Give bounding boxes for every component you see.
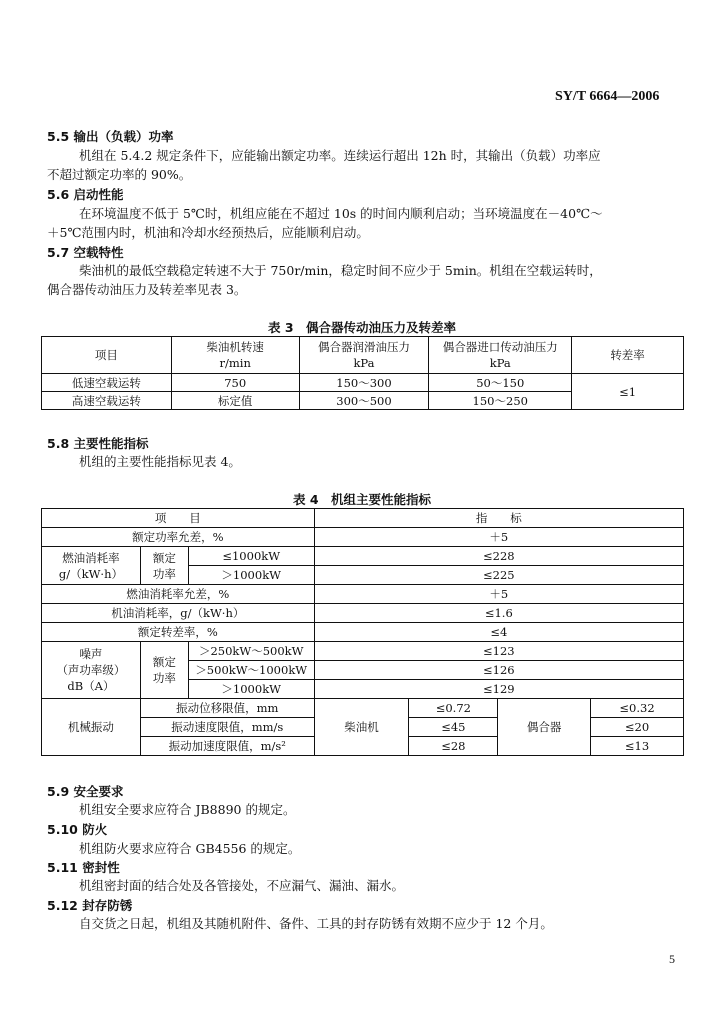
- table-4-noise-label: [42, 642, 141, 699]
- table-4-coupler-label: 偶合器: [498, 699, 591, 756]
- table-4-cell-value: ≤126: [314, 661, 683, 680]
- table-4-diesel-label: 柴油机: [314, 699, 409, 756]
- document-code: SY/T 6664—2006: [555, 89, 660, 104]
- table-4-cell-condition: ＞1000kW: [188, 680, 314, 699]
- table-4-header-index: 指 标: [314, 509, 683, 528]
- table-3-header-speed: [171, 337, 299, 374]
- table-4-cell-value: ≤45: [409, 718, 498, 737]
- table-4-cell-value: ＋5: [314, 528, 683, 547]
- table-row: [42, 374, 684, 392]
- table-row: [42, 547, 684, 566]
- section-5-5-para-line1: 机组在 5.4.2 规定条件下，应能输出额定功率。连续运行超出 12h 时，其输出（负载）功率应: [79, 148, 601, 163]
- section-5-12-title: 5.12 封存防锈: [47, 898, 133, 913]
- table-3-header-inlet: [429, 337, 572, 374]
- table-4-vibration-label: 机械振动: [42, 699, 141, 756]
- table-4-cell-condition: ＞1000kW: [188, 566, 314, 585]
- table-row: [42, 604, 684, 623]
- table-4-rated-power-line2: 功率: [152, 671, 176, 685]
- section-5-11-title: 5.11 密封性: [47, 860, 120, 875]
- table-4-cell-condition: 振动速度限值，mm/s: [140, 718, 314, 737]
- table-3-caption: 表 3 偶合器传动油压力及转差率: [267, 320, 457, 335]
- section-5-6-title: 5.6 启动性能: [47, 187, 124, 202]
- page-number: 5: [669, 952, 675, 966]
- section-5-7-para-line2: 偶合器传动油压力及转差率见表 3。: [47, 282, 247, 297]
- table-4-cell-label: 额定功率允差，%: [42, 528, 315, 547]
- section-5-6-para-line2: ＋5℃范围内时，机油和冷却水经预热后，应能顺利启动。: [47, 225, 369, 240]
- table-4-cell-value: ＋5: [314, 585, 683, 604]
- table-4-rated-power-line1: 额定: [152, 550, 176, 565]
- table-4-cell-condition: 振动加速度限值，m/s²: [140, 737, 314, 756]
- table-4-cell-value: ≤20: [591, 718, 684, 737]
- table-4-header-item: 项 目: [42, 509, 315, 528]
- table-4-cell-value: ≤129: [314, 680, 683, 699]
- table-4-cell-value: ≤0.72: [409, 699, 498, 718]
- table-3-cell-lube: 300～500: [299, 392, 429, 410]
- table-row: [42, 585, 684, 604]
- section-5-10-title: 5.10 防火: [47, 822, 108, 837]
- table-4-cell-label: 额定转差率，%: [42, 623, 315, 642]
- table-3-header-speed-unit: r/min: [219, 356, 251, 370]
- table-4-cell-value: ≤228: [314, 547, 683, 566]
- table-3-cell-slip: ≤1: [572, 374, 684, 410]
- table-4-cell-condition: ≤1000kW: [188, 547, 314, 566]
- table-4-cell-condition: ＞250kW～500kW: [188, 642, 314, 661]
- table-4-noise-label-line1: 噪声: [79, 647, 103, 661]
- table-row: [42, 623, 684, 642]
- table-4-cell-label: 机油消耗率，g/（kW·h）: [42, 604, 315, 623]
- table-4-cell-value: ≤13: [591, 737, 684, 756]
- section-5-7-title: 5.7 空载特性: [47, 245, 124, 260]
- section-5-8-para-line1: 机组的主要性能指标见表 4。: [79, 454, 241, 469]
- section-5-7-para-line1: 柴油机的最低空载稳定转速不大于 750r/min，稳定时间不应少于 5min。机组在空载运转时，: [79, 263, 602, 278]
- table-4-fuel-label-line2: g/（kW·h）: [58, 566, 123, 581]
- section-5-5-title: 5.5 输出（负载）功率: [47, 129, 174, 144]
- table-4-caption: 表 4 机组主要性能指标: [292, 492, 432, 507]
- table-3-header-lube-unit: kPa: [353, 356, 375, 370]
- table-4-cell-value: ≤225: [314, 566, 683, 585]
- table-4-cell-value: ≤123: [314, 642, 683, 661]
- table-3: [41, 336, 684, 410]
- table-4-rated-power-line1: 额定: [152, 655, 176, 669]
- table-4-noise-label-line3: dB（A）: [67, 679, 115, 693]
- table-3-header-speed-label: 柴油机转速: [206, 340, 264, 354]
- table-4-cell-value: ≤1.6: [314, 604, 683, 623]
- table-3-header-inlet-unit: kPa: [489, 356, 511, 370]
- table-4: [41, 508, 684, 756]
- table-4-rated-power: [140, 642, 188, 699]
- section-5-8-title: 5.8 主要性能指标: [47, 436, 149, 451]
- section-5-5-para-line2: 不超过额定功率的 90%。: [47, 167, 192, 182]
- table-3-cell-item: 低速空载运转: [42, 374, 172, 392]
- section-5-9-title: 5.9 安全要求: [47, 784, 124, 799]
- section-5-12-para-line1: 自交货之日起，机组及其随机附件、备件、工具的封存防锈有效期不应少于 12 个月。: [79, 916, 553, 931]
- table-4-fuel-label-line1: 燃油消耗率: [62, 550, 120, 565]
- table-row: [42, 528, 684, 547]
- table-4-cell-label: 燃油消耗率允差，%: [42, 585, 315, 604]
- table-3-cell-lube: 150～300: [299, 374, 429, 392]
- table-4-cell-value: ≤4: [314, 623, 683, 642]
- table-row: [42, 699, 684, 718]
- table-3-header-lube-label: 偶合器润滑油压力: [317, 340, 410, 354]
- table-3-header-slip: 转差率: [572, 337, 684, 374]
- section-5-11-para-line1: 机组密封面的结合处及各管接处，不应漏气、漏油、漏水。: [79, 878, 405, 893]
- table-4-cell-condition: ＞500kW～1000kW: [188, 661, 314, 680]
- table-row: [42, 642, 684, 661]
- section-5-9-para-line1: 机组安全要求应符合 JB8890 的规定。: [79, 802, 296, 817]
- table-3-header-lube: [299, 337, 429, 374]
- table-3-cell-speed: 标定值: [171, 392, 299, 410]
- table-3-cell-inlet: 50～150: [429, 374, 572, 392]
- table-3-header-inlet-label: 偶合器进口传动油压力: [442, 340, 558, 354]
- table-3-cell-item: 高速空载运转: [42, 392, 172, 410]
- table-4-cell-condition: 振动位移限值，mm: [140, 699, 314, 718]
- table-4-rated-power-line2: 功率: [152, 566, 176, 581]
- table-4-noise-label-line2: （声功率级）: [56, 663, 126, 677]
- section-5-6-para-line1: 在环境温度不低于 5℃时，机组应能在不超过 10s 的时间内顺利启动；当环境温度在－40℃～: [79, 206, 603, 221]
- table-3-cell-speed: 750: [171, 374, 299, 392]
- section-5-10-para-line1: 机组防火要求应符合 GB4556 的规定。: [79, 841, 301, 856]
- table-3-header-item: 项目: [42, 337, 172, 374]
- table-4-fuel-label: [42, 547, 141, 585]
- table-3-cell-inlet: 150～250: [429, 392, 572, 410]
- table-4-cell-value: ≤0.32: [591, 699, 684, 718]
- table-4-cell-value: ≤28: [409, 737, 498, 756]
- table-4-rated-power: [140, 547, 188, 585]
